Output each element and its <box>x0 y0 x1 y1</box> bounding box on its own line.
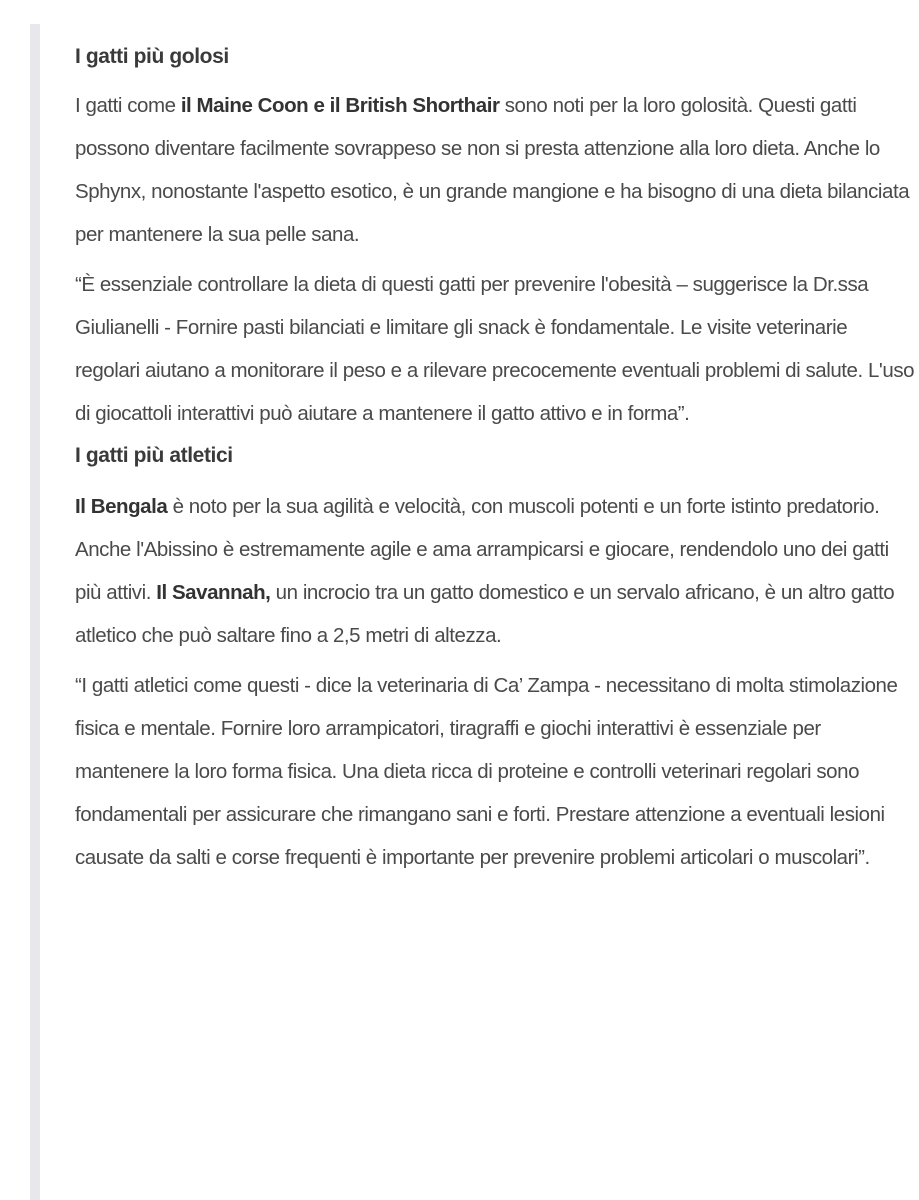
bold-breed-savannah: Il Savannah, <box>156 581 271 604</box>
quote-giulianelli: “È essenziale controllare la dieta di questi gatti per prevenire l'obesità – suggerisce la Dr.ssa Giulianelli - Fornire pasti bilanciati e limitare gli snack è fondamentale. Le visite veterinarie regolari aiutano a monitorare il peso e a rilevare precocemente eventuali problemi di salute. L'uso di giocattoli interattivi può aiutare a mantenere il gatto attivo e in forma”. <box>75 273 915 425</box>
paragraph-atletici-intro <box>75 485 915 657</box>
text-span: I gatti come <box>75 94 181 117</box>
section-heading-atletici: I gatti più atletici <box>75 444 233 467</box>
bold-breed-bengala: Il Bengala <box>75 495 168 518</box>
text-span: sono noti per la loro golosità. Questi gatti possono diventare facilmente sovrappeso se non si presta attenzione alla loro dieta. Anche lo Sphynx, nonostante l'aspetto esotico, è un grande mangione e ha bisogno di una dieta bilanciata per mantenere la sua pelle sana. <box>75 94 910 246</box>
text-span: è noto per la sua agilità e velocità, con muscoli potenti e un forte istinto predatorio. Anche l'Abissino è estremamente agile e ama arrampicarsi e giocare, rendendolo uno dei gatti più attivi. <box>75 495 889 604</box>
text-span: un incrocio tra un gatto domestico e un servalo africano, è un altro gatto atletico che può saltare fino a 2,5 metri di altezza. <box>75 581 895 647</box>
paragraph-golosi-intro <box>75 84 915 256</box>
article-content <box>75 40 915 879</box>
section-heading-golosi: I gatti più golosi <box>75 45 229 68</box>
quote-ca-zampa: “I gatti atletici come questi - dice la veterinaria di Ca’ Zampa - necessitano di molta stimolazione fisica e mentale. Fornire loro arrampicatori, tiragraffi e giochi interattivi è essenziale per mantenere la loro forma fisica. Una dieta ricca di proteine e controlli veterinari regolari sono fondamentali per assicurare che rimangano sani e forti. Prestare attenzione a eventuali lesioni causate da salti e corse frequenti è importante per prevenire problemi articolari o muscolari”. <box>75 674 898 869</box>
bold-breeds-maine-british: il Maine Coon e il British Shorthair <box>180 94 500 117</box>
